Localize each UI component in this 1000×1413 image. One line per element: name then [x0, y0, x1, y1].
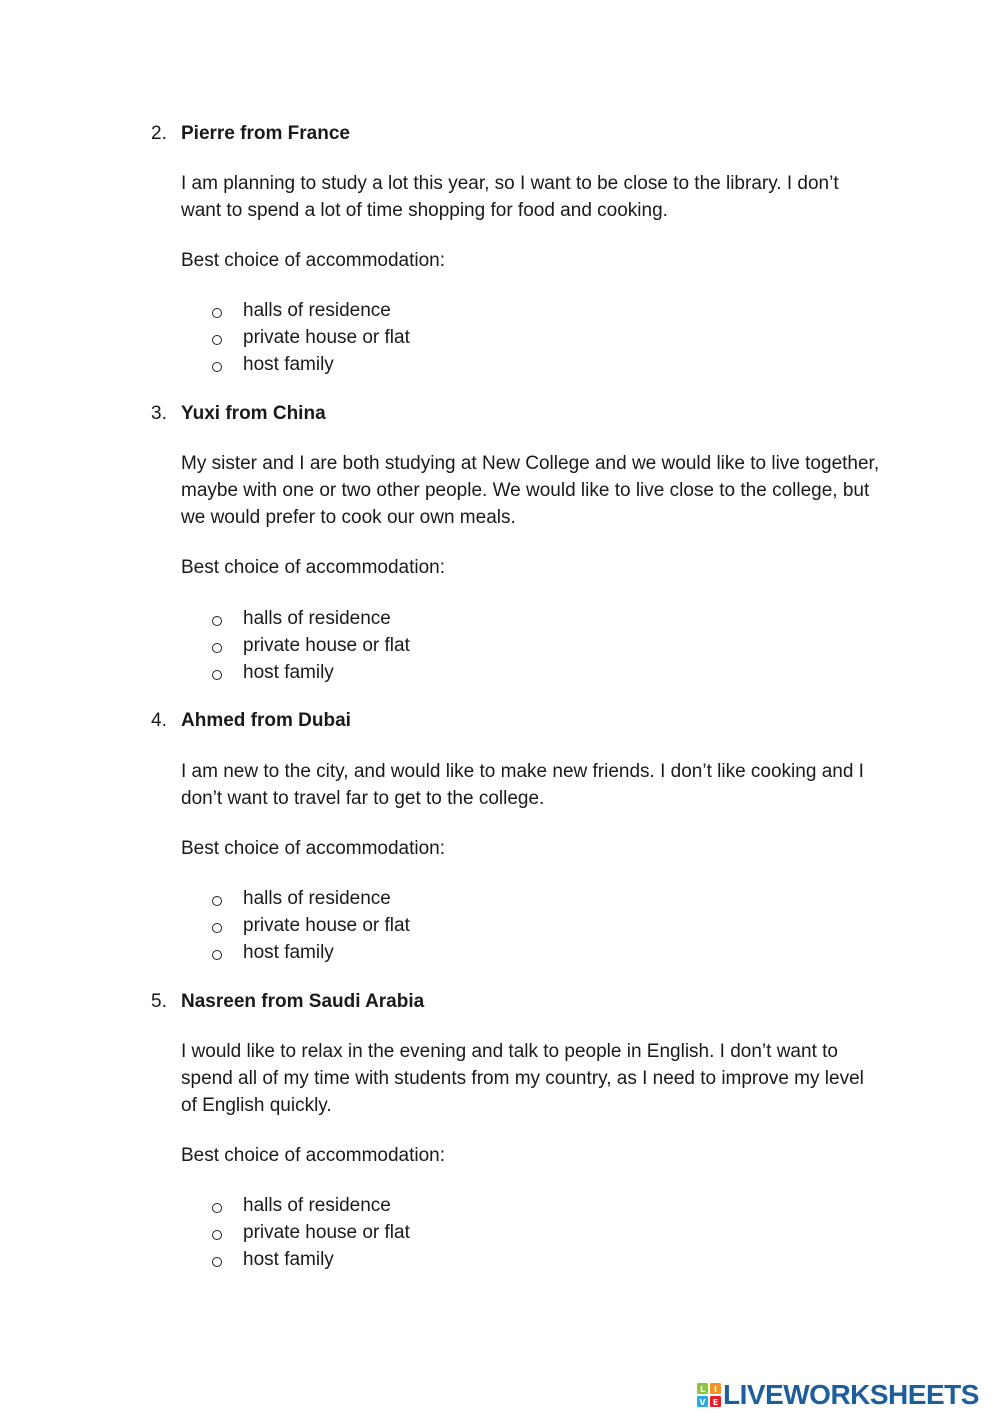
question-number: 3. — [151, 403, 167, 424]
question-number: 5. — [151, 991, 167, 1012]
accommodation-prompt: Best choice of accommodation: — [181, 250, 446, 271]
question-heading — [151, 990, 424, 1014]
svg-text:E: E — [712, 1398, 719, 1407]
option-halls-of-residence[interactable] — [210, 297, 410, 324]
option-list — [210, 605, 410, 686]
radio-circle-icon[interactable] — [212, 308, 222, 318]
option-label: private house or flat — [243, 1222, 410, 1243]
radio-circle-icon[interactable] — [212, 896, 222, 906]
option-label: halls of residence — [243, 608, 391, 629]
option-private-house-or-flat[interactable] — [210, 632, 410, 659]
option-private-house-or-flat[interactable] — [210, 324, 410, 351]
option-label: halls of residence — [243, 300, 391, 321]
radio-circle-icon[interactable] — [212, 1230, 222, 1240]
radio-circle-icon[interactable] — [212, 616, 222, 626]
student-statement: I am new to the city, and would like to make new friends. I don’t like cooking and I don’t want to travel far to get to the college. — [181, 761, 864, 809]
radio-circle-icon[interactable] — [212, 335, 222, 345]
option-label: private house or flat — [243, 327, 410, 348]
student-name: Ahmed from Dubai — [181, 710, 351, 731]
svg-text:L: L — [699, 1385, 706, 1394]
brand-name: LIVEWORKSHEETS — [723, 1379, 979, 1410]
option-list — [210, 297, 410, 378]
option-label: private house or flat — [243, 635, 410, 656]
liveworksheets-logo-icon — [697, 1383, 721, 1407]
option-halls-of-residence[interactable] — [210, 885, 410, 912]
radio-circle-icon[interactable] — [212, 670, 222, 680]
radio-circle-icon[interactable] — [212, 1257, 222, 1267]
radio-circle-icon[interactable] — [212, 950, 222, 960]
option-list — [210, 1192, 410, 1273]
radio-circle-icon[interactable] — [212, 362, 222, 372]
liveworksheets-brand — [697, 1378, 979, 1412]
student-statement: I am planning to study a lot this year, so I want to be close to the library. I don’t want to spend a lot of time shopping for food and cooking. — [181, 173, 839, 221]
option-label: private house or flat — [243, 915, 410, 936]
student-statement: My sister and I are both studying at New College and we would like to live together, maybe with one or two other people. We would like to live close to the college, but we would prefer to cook our own meals. — [181, 453, 880, 528]
svg-text:I: I — [714, 1385, 717, 1394]
option-halls-of-residence[interactable] — [210, 1192, 410, 1219]
svg-text:V: V — [699, 1398, 706, 1407]
option-list — [210, 885, 410, 966]
option-private-house-or-flat[interactable] — [210, 1219, 410, 1246]
option-host-family[interactable] — [210, 659, 410, 686]
option-host-family[interactable] — [210, 1246, 410, 1273]
option-host-family[interactable] — [210, 351, 410, 378]
question-heading — [151, 402, 326, 426]
option-label: host family — [243, 662, 334, 683]
option-label: halls of residence — [243, 1195, 391, 1216]
radio-circle-icon[interactable] — [212, 1203, 222, 1213]
student-name: Nasreen from Saudi Arabia — [181, 991, 425, 1012]
accommodation-prompt: Best choice of accommodation: — [181, 838, 446, 859]
radio-circle-icon[interactable] — [212, 643, 222, 653]
student-name: Yuxi from China — [181, 403, 326, 424]
question-number: 2. — [151, 123, 167, 144]
question-heading — [151, 122, 350, 146]
radio-circle-icon[interactable] — [212, 923, 222, 933]
option-host-family[interactable] — [210, 939, 410, 966]
accommodation-prompt: Best choice of accommodation: — [181, 1145, 446, 1166]
accommodation-prompt: Best choice of accommodation: — [181, 557, 446, 578]
option-halls-of-residence[interactable] — [210, 605, 410, 632]
student-statement: I would like to relax in the evening and talk to people in English. I don’t want to spend all of my time with students from my country, as I need to improve my level of English quickly. — [181, 1041, 864, 1116]
option-label: halls of residence — [243, 888, 391, 909]
student-name: Pierre from France — [181, 123, 350, 144]
option-label: host family — [243, 942, 334, 963]
option-label: host family — [243, 1249, 334, 1270]
option-label: host family — [243, 354, 334, 375]
question-number: 4. — [151, 710, 167, 731]
option-private-house-or-flat[interactable] — [210, 912, 410, 939]
question-heading — [151, 709, 351, 733]
